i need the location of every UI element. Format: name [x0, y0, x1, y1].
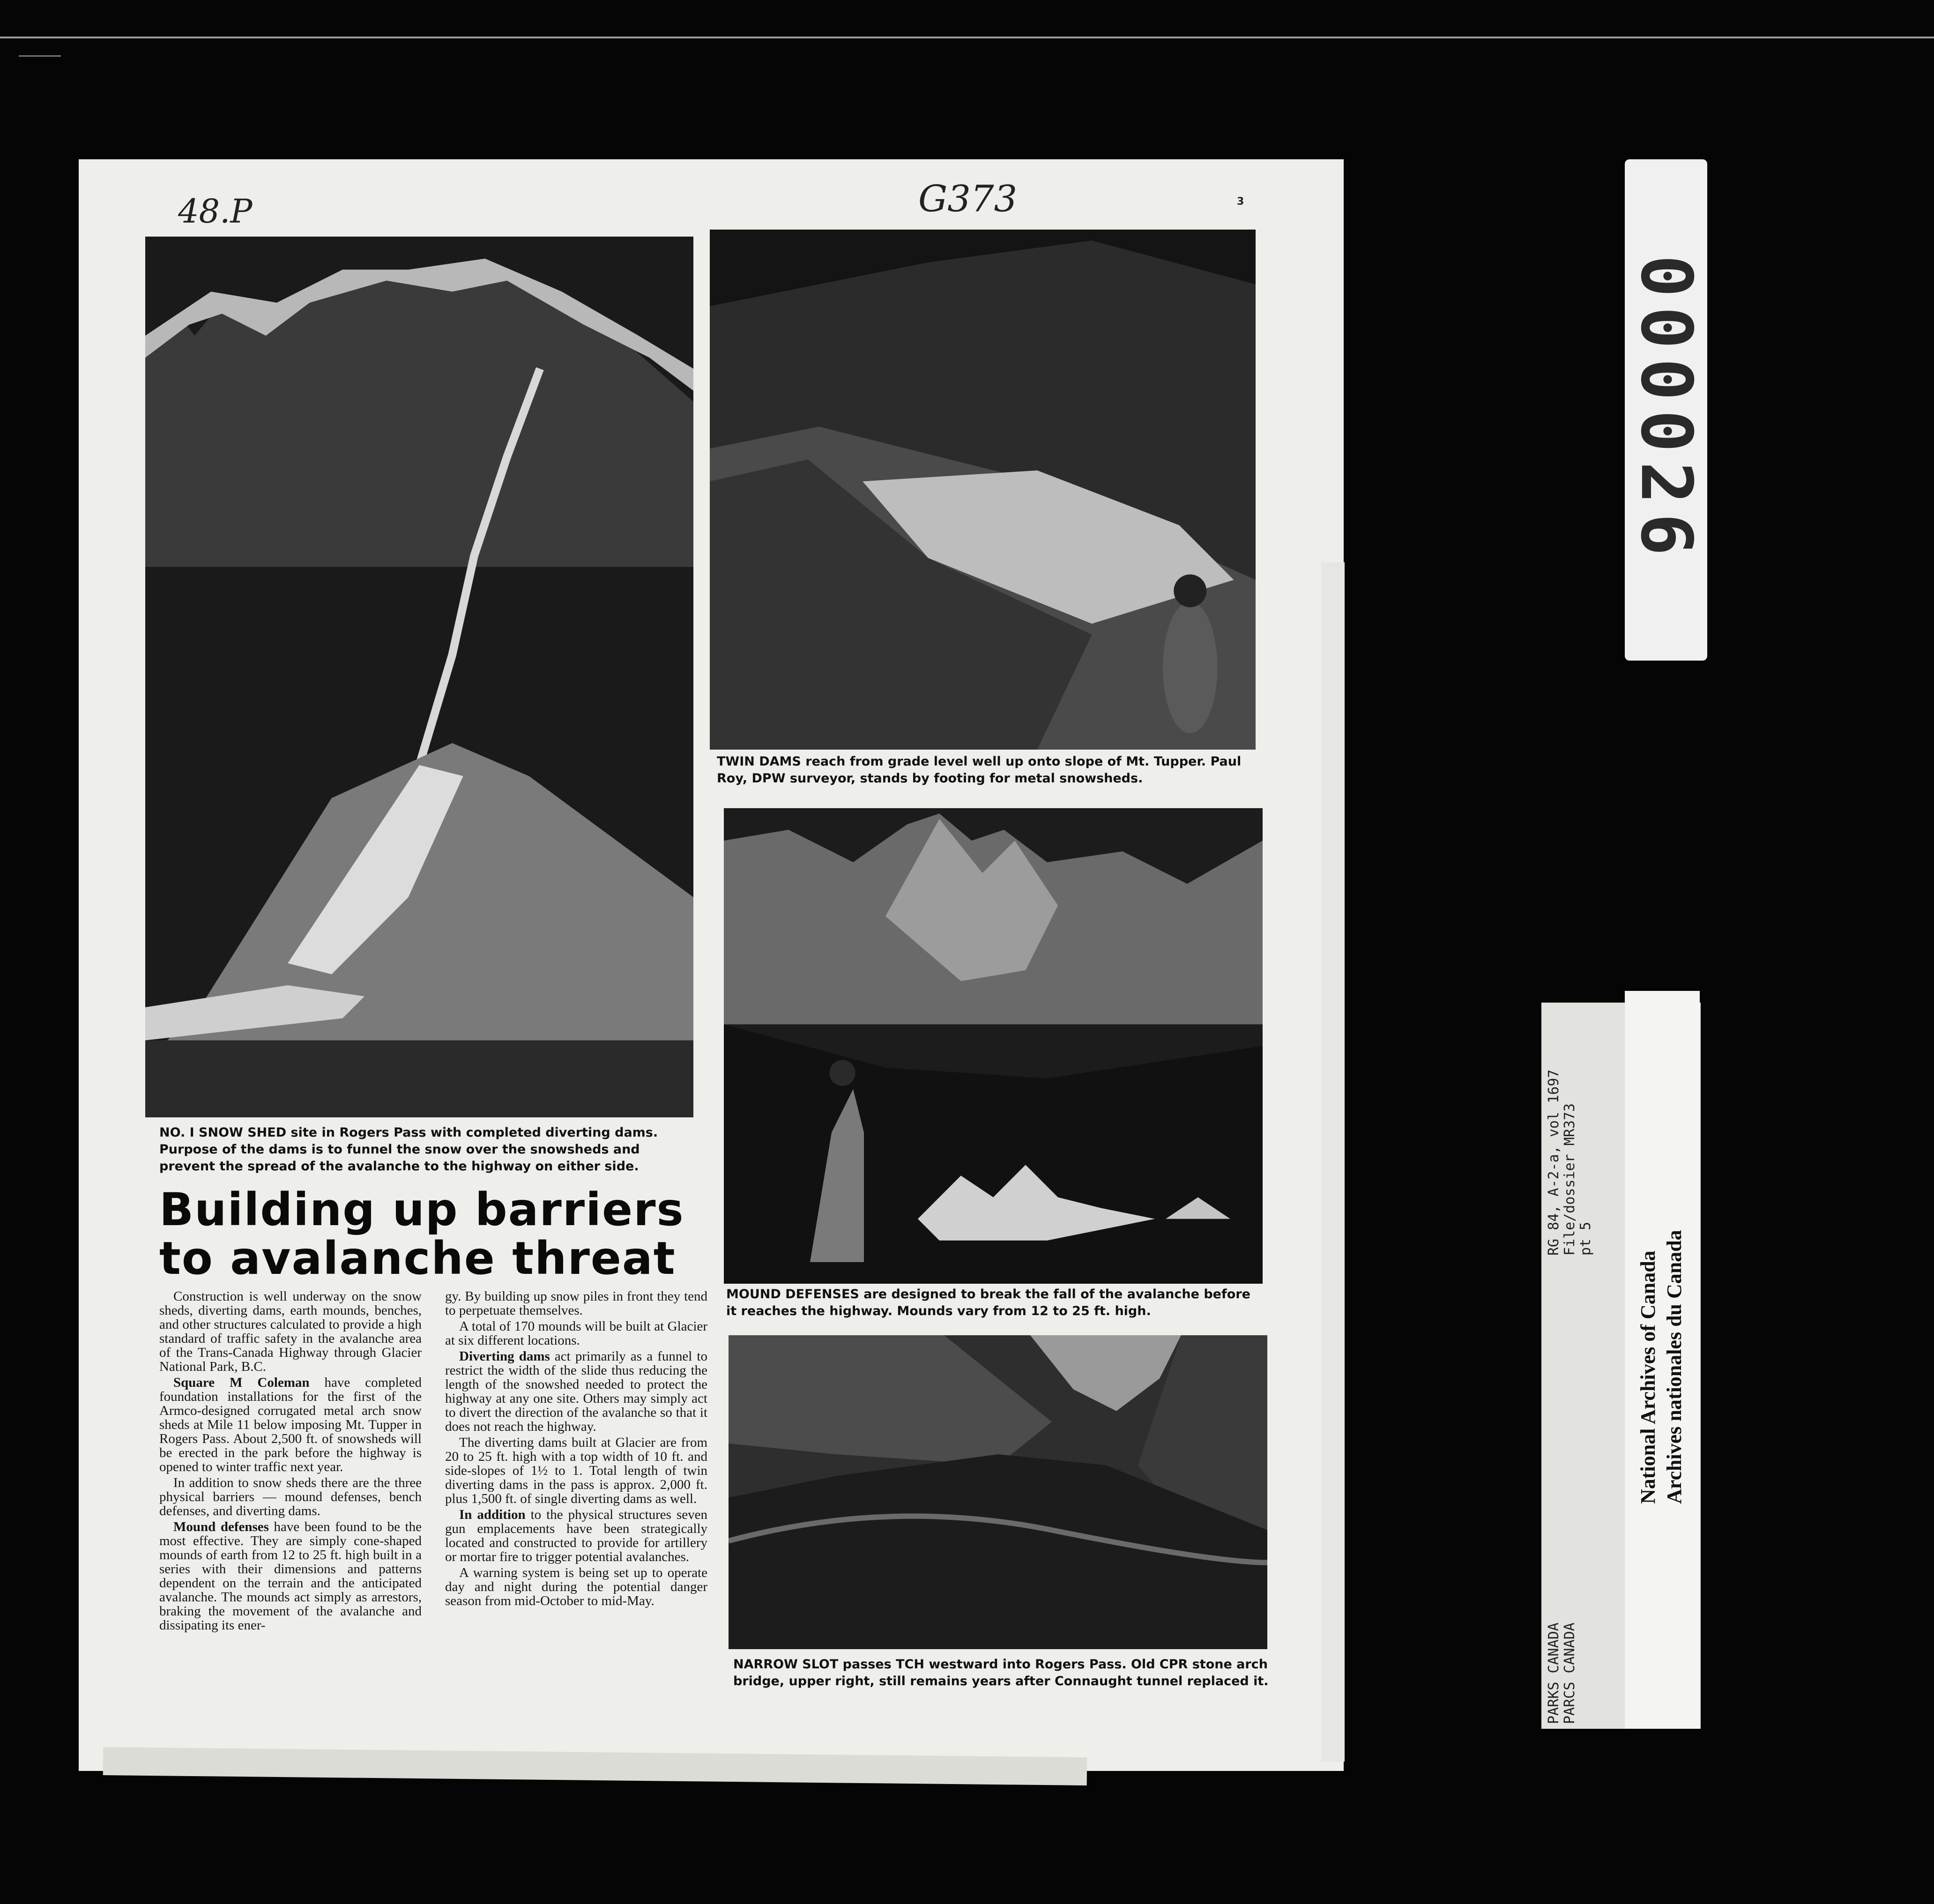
- archives-name-english: National Archives of Canada: [1636, 1250, 1659, 1504]
- article-column-2: [445, 1289, 707, 1610]
- paragraph: A warning system is being set up to operate day and night during the potential danger season from mid-October to mid-May.: [445, 1565, 707, 1608]
- reference-line-2: File/dossier MR373: [1562, 1103, 1578, 1256]
- headline-line-2: to avalanche threat: [159, 1232, 676, 1285]
- photo-mound-defenses: [724, 808, 1263, 1284]
- paragraph: In addition to snow sheds there are the three physical barriers — mound defenses, bench defenses, and diverting dams.: [159, 1475, 422, 1518]
- agency-line-1: PARKS CANADA: [1546, 1622, 1562, 1724]
- paragraph: Square M Coleman have completed foundation installations for the first of the Armco-designed corrugated metal arch snow sheds at Mile 11 below imposing Mt. Tupper in Rogers Pass. About 2,500 ft. of snowsheds will be erected in the park before the highway is opened to winter traffic next year.: [159, 1375, 422, 1474]
- reference-line-3: pt 5: [1577, 1221, 1594, 1256]
- reference-line-1: RG 84, A-2-a, vol 1697: [1546, 1069, 1562, 1256]
- photo-snow-shed-site: [145, 237, 693, 1117]
- handwritten-file-number: 48.P: [178, 192, 253, 231]
- caption-snow-shed-site: NO. I SNOW SHED site in Rogers Pass with completed diverting dams. Purpose of the dams is to funnel the snow over the snowsheds and prevent the spread of the avalanche to the highway on either side.: [159, 1125, 658, 1174]
- agency-name: [1546, 1622, 1578, 1724]
- caption-narrow-slot: NARROW SLOT passes TCH westward into Rogers Pass. Old CPR stone arch bridge, upper right, still remains years after Connaught tunnel replaced it.: [733, 1657, 1269, 1688]
- scanner-frame-tick: [19, 55, 61, 57]
- paragraph: Construction is well underway on the snow sheds, diverting dams, earth mounds, benches, and other structures calculated to provide a high standard of traffic safety in the avalanche area of the Trans-Canada Highway through Glacier National Park, B.C.: [159, 1289, 422, 1374]
- paragraph: Diverting dams act primarily as a funnel to restrict the width of the slide thus reducing the length of the snowshed needed to protect the highway at any one site. Others may simply act to divert the direction of the avalanche so that it does not reach the highway.: [445, 1349, 707, 1434]
- scanner-frame-line: [0, 37, 1934, 38]
- archives-name-french: Archives nationales du Canada: [1663, 1230, 1686, 1504]
- photo-narrow-slot: [729, 1335, 1267, 1649]
- caption-twin-dams: TWIN DAMS reach from grade level well up onto slope of Mt. Tupper. Paul Roy, DPW surveyor, stands by footing for metal snowsheds.: [717, 754, 1242, 786]
- page-edge: [1321, 562, 1345, 1762]
- agency-line-2: PARCS CANADA: [1562, 1622, 1578, 1724]
- archives-name: [1635, 1230, 1688, 1504]
- archive-reference: [1546, 1070, 1594, 1256]
- paragraph: The diverting dams built at Glacier are from 20 to 25 ft. high with a top width of 10 ft. and side-slopes of 1½ to 1. Total length of twin diverting dams in the pass is approx. 2,000 ft. plus 1,500 ft. of single diverting dams as well.: [445, 1435, 707, 1506]
- article-column-1: [159, 1289, 422, 1634]
- frame-number: [1625, 159, 1707, 661]
- page-number: 3: [1237, 196, 1244, 208]
- paragraph: gy. By building up snow piles in front they tend to perpetuate themselves.: [445, 1289, 707, 1318]
- paragraph: Mound defenses have been found to be the most effective. They are simply cone-shaped mounds of earth from 12 to 25 ft. high built in a series with their dimensions and patterns dependent on the terrain and the anticipated avalanche. The mounds act simply as arrestors, braking the movement of the avalanche and dissipating its ener-: [159, 1519, 422, 1633]
- article-headline: [159, 1185, 722, 1283]
- frame-number-text: 000026: [1625, 255, 1707, 565]
- handwritten-reference: G373: [918, 178, 1018, 220]
- headline-line-1: Building up barriers: [159, 1183, 684, 1236]
- paragraph: In addition to the physical structures seven gun emplacements have been strategically located and constructed to provide for artillery or mortar fire to trigger potential avalanches.: [445, 1507, 707, 1564]
- photo-twin-dams: [710, 230, 1256, 750]
- caption-mound-defenses: MOUND DEFENSES are designed to break the fall of the avalanche before it reaches the highway. Mounds vary from 12 to 25 ft. high.: [726, 1287, 1250, 1318]
- paragraph: A total of 170 mounds will be built at Glacier at six different locations.: [445, 1319, 707, 1348]
